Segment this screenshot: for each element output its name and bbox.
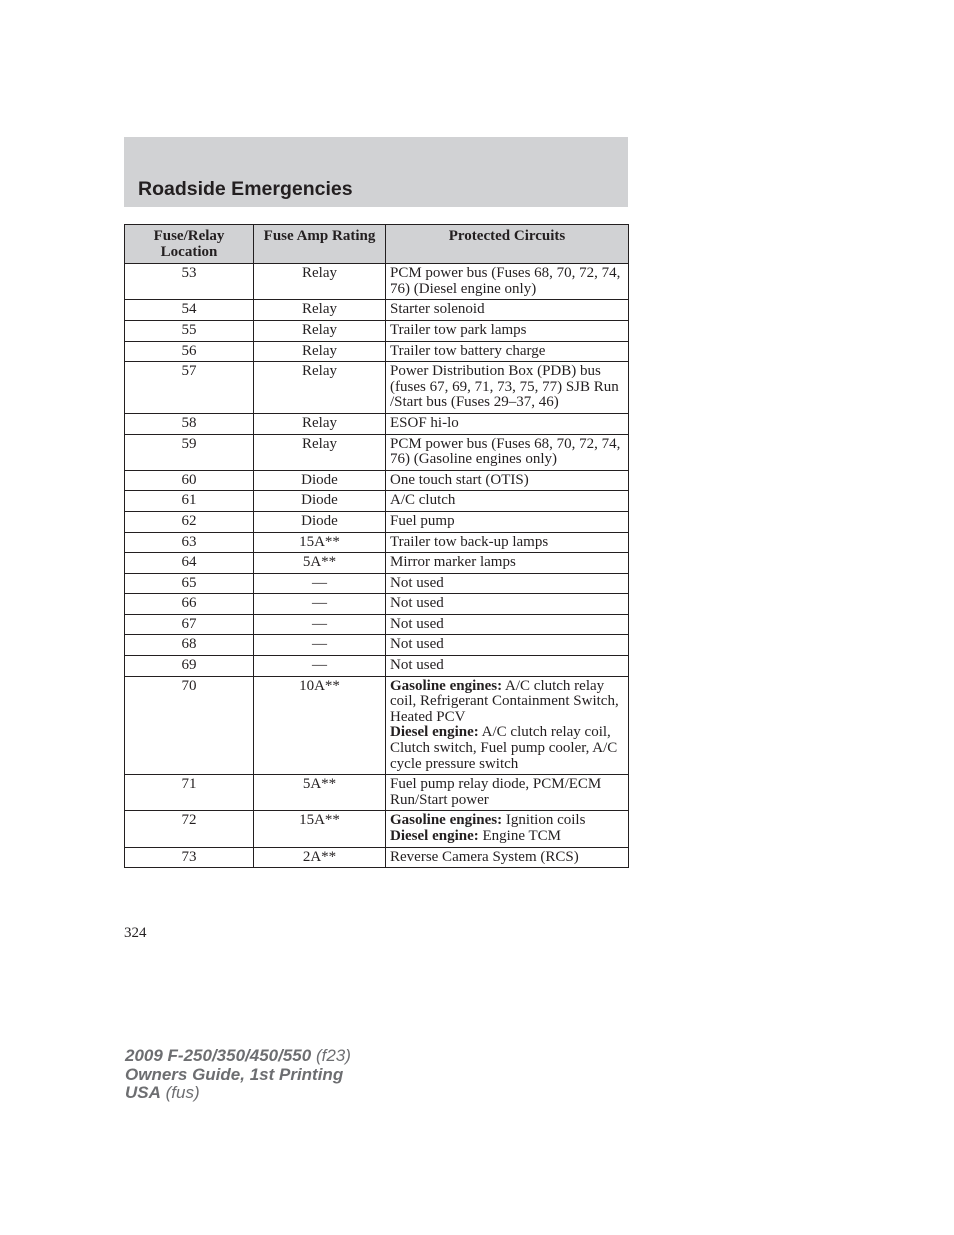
cell-circuits (386, 362, 629, 414)
cell-circuits (386, 413, 629, 434)
footer-printing: Owners Guide, 1st Printing (125, 1064, 344, 1084)
table-row (125, 341, 629, 362)
cell-circuits (386, 676, 629, 775)
cell-circuits (386, 553, 629, 574)
circuit-text: Reverse Camera System (RCS) (390, 848, 579, 865)
cell-rating: 5A** (254, 553, 386, 574)
cell-rating: — (254, 635, 386, 656)
cell-location: 65 (125, 573, 254, 594)
table-row (125, 491, 629, 512)
cell-rating: Relay (254, 300, 386, 321)
circuit-text: PCM power bus (Fuses 68, 70, 72, 74, 76) (Diesel engine only) (390, 265, 621, 297)
table-row (125, 470, 629, 491)
table-row (125, 264, 629, 300)
circuit-entry (390, 679, 625, 726)
table-row (125, 511, 629, 532)
cell-location: 66 (125, 594, 254, 615)
cell-rating: 2A** (254, 847, 386, 868)
table-body (125, 264, 629, 868)
circuit-text: Engine TCM (482, 828, 561, 844)
circuit-engine-label: Diesel engine: (390, 828, 479, 844)
cell-rating: — (254, 656, 386, 677)
table-row (125, 532, 629, 553)
circuit-engine-label: Diesel engine: (390, 724, 479, 741)
table-row (125, 676, 629, 775)
cell-circuits (386, 470, 629, 491)
cell-rating: 10A** (254, 676, 386, 775)
circuit-text: Trailer tow park lamps (390, 321, 527, 338)
circuit-text: A/C clutch relay coil, Clutch switch, Fuel pump cooler, A/C cycle pressure switch (390, 724, 618, 772)
footer-model-code: (f23) (315, 1046, 351, 1065)
circuit-entry (390, 493, 625, 509)
table-row (125, 811, 629, 847)
circuit-entry (390, 658, 625, 674)
cell-circuits (386, 300, 629, 321)
circuit-text: Not used (390, 595, 444, 612)
cell-circuits (386, 341, 629, 362)
cell-location: 53 (125, 264, 254, 300)
cell-circuits (386, 491, 629, 512)
cell-location: 63 (125, 532, 254, 553)
cell-rating: — (254, 573, 386, 594)
circuit-text: PCM power bus (Fuses 68, 70, 72, 74, 76) (Gasoline engines only) (390, 435, 621, 468)
cell-rating: — (254, 614, 386, 635)
cell-rating: Relay (254, 413, 386, 434)
cell-location: 72 (125, 811, 254, 847)
cell-circuits (386, 532, 629, 553)
circuit-text: A/C clutch (390, 492, 456, 509)
table-row (125, 775, 629, 811)
circuit-entry (390, 617, 625, 633)
cell-rating: Relay (254, 264, 386, 300)
cell-circuits (386, 511, 629, 532)
document-footer (125, 1047, 351, 1103)
circuit-entry (390, 323, 625, 339)
footer-line-market (125, 1084, 351, 1103)
cell-circuits (386, 264, 629, 300)
column-header-rating: Fuse Amp Rating (254, 225, 386, 264)
cell-circuits (386, 573, 629, 594)
table-row (125, 573, 629, 594)
cell-circuits (386, 656, 629, 677)
page-number: 324 (124, 925, 147, 941)
circuit-entry (390, 829, 625, 845)
cell-location: 55 (125, 320, 254, 341)
circuit-text: Not used (390, 636, 444, 653)
cell-location: 60 (125, 470, 254, 491)
cell-location: 71 (125, 775, 254, 811)
cell-rating: 15A** (254, 811, 386, 847)
table-header-row (125, 225, 629, 264)
cell-circuits (386, 847, 629, 868)
cell-location: 58 (125, 413, 254, 434)
cell-circuits (386, 635, 629, 656)
circuit-entry (390, 596, 625, 612)
cell-location: 70 (125, 676, 254, 775)
table-row (125, 847, 629, 868)
cell-circuits (386, 811, 629, 847)
circuit-entry (390, 473, 625, 489)
cell-rating: — (254, 594, 386, 615)
table-row (125, 553, 629, 574)
table-row (125, 656, 629, 677)
circuit-entry (390, 266, 625, 297)
circuit-engine-label: Gasoline engines: (390, 812, 503, 829)
circuit-text: A/C clutch relay coil, Refrigerant Containment Switch, Heated PCV (390, 677, 619, 725)
circuit-entry (390, 302, 625, 318)
table-row (125, 635, 629, 656)
circuit-text: Not used (390, 657, 444, 674)
circuit-text: Starter solenoid (390, 301, 485, 318)
circuit-entry (390, 364, 625, 411)
circuit-entry (390, 437, 625, 468)
table-row (125, 594, 629, 615)
cell-location: 73 (125, 847, 254, 868)
circuit-entry (390, 813, 625, 829)
cell-rating: 5A** (254, 775, 386, 811)
cell-location: 68 (125, 635, 254, 656)
cell-rating: Relay (254, 362, 386, 414)
cell-rating: Relay (254, 434, 386, 470)
circuit-text: One touch start (OTIS) (390, 471, 529, 488)
circuit-text: ESOF hi-lo (390, 414, 459, 431)
circuit-entry (390, 514, 625, 530)
table-row (125, 413, 629, 434)
cell-rating: Diode (254, 511, 386, 532)
circuit-text: Trailer tow back-up lamps (390, 533, 549, 550)
table-row (125, 434, 629, 470)
cell-rating: Diode (254, 491, 386, 512)
cell-circuits (386, 614, 629, 635)
circuit-entry (390, 725, 625, 772)
cell-circuits (386, 434, 629, 470)
cell-location: 59 (125, 434, 254, 470)
fuse-table (124, 224, 629, 868)
footer-line-printing (125, 1066, 351, 1085)
cell-location: 62 (125, 511, 254, 532)
footer-market: USA (125, 1083, 161, 1102)
circuit-text: Not used (390, 574, 444, 591)
cell-rating: 15A** (254, 532, 386, 553)
circuit-entry (390, 637, 625, 653)
cell-location: 67 (125, 614, 254, 635)
circuit-entry (390, 344, 625, 360)
circuit-entry (390, 777, 625, 808)
circuit-text: Fuel pump (390, 512, 455, 529)
cell-rating: Relay (254, 341, 386, 362)
column-header-location: Fuse/Relay Location (125, 225, 254, 264)
circuit-text: Not used (390, 615, 444, 632)
cell-rating: Diode (254, 470, 386, 491)
table-row (125, 614, 629, 635)
cell-location: 57 (125, 362, 254, 414)
cell-circuits (386, 775, 629, 811)
cell-location: 64 (125, 553, 254, 574)
footer-market-code: (fus) (165, 1083, 200, 1102)
circuit-text: Power Distribution Box (PDB) bus (fuses 67, 69, 71, 73, 75, 77) SJB Run /Start bus (Fuses 29–37, 46) (390, 363, 619, 411)
circuit-entry (390, 850, 625, 866)
circuit-text: Mirror marker lamps (390, 554, 516, 571)
cell-circuits (386, 320, 629, 341)
footer-line-model (125, 1047, 351, 1066)
circuit-entry (390, 555, 625, 571)
table-row (125, 320, 629, 341)
table-row (125, 300, 629, 321)
cell-rating: Relay (254, 320, 386, 341)
circuit-text: Ignition coils (505, 812, 586, 829)
cell-location: 54 (125, 300, 254, 321)
circuit-text: Fuel pump relay diode, PCM/ECM Run/Start power (390, 776, 602, 808)
cell-location: 69 (125, 656, 254, 677)
cell-location: 61 (125, 491, 254, 512)
cell-location: 56 (125, 341, 254, 362)
cell-circuits (386, 594, 629, 615)
footer-model: 2009 F-250/350/450/550 (125, 1046, 312, 1065)
circuit-entry (390, 535, 625, 551)
circuit-entry (390, 416, 625, 432)
circuit-entry (390, 576, 625, 592)
table-row (125, 362, 629, 414)
circuit-engine-label: Gasoline engines: (390, 677, 503, 694)
column-header-circuits: Protected Circuits (386, 225, 629, 264)
circuit-text: Trailer tow battery charge (390, 342, 546, 359)
section-title: Roadside Emergencies (138, 178, 353, 200)
